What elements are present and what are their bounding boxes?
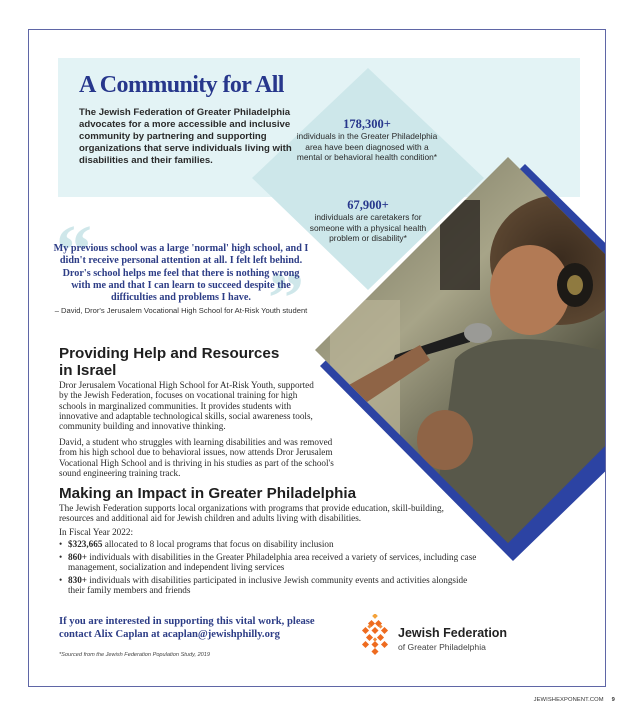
heading-israel: Providing Help and Resources in Israel	[59, 345, 280, 379]
list-item-text: allocated to 8 local programs that focus on disability inclusion	[102, 539, 334, 549]
pull-quote: My previous school was a large 'normal' high school, and I didn't receive personal attention at all. I felt left behind. Dror's school helps me feel that there is nothing wrong with me and that I can learn to succeed despite the difficulties and problems I have.	[53, 243, 309, 304]
quote-attribution: – David, Dror's Jerusalem Vocational High School for At-Risk Youth student	[54, 306, 308, 315]
heading-philadelphia: Making an Impact in Greater Philadelphia	[59, 485, 357, 502]
list-item-figure: 860+	[68, 551, 88, 562]
open-quote-icon: “	[56, 210, 92, 290]
fiscal-year-label: In Fiscal Year 2022:	[59, 527, 134, 537]
list-item-figure: 830+	[68, 574, 88, 585]
list-item-text: individuals with disabilities participated in inclusive Jewish community events and activities alongside their family members and friends	[68, 574, 468, 596]
close-quote-icon: ”	[268, 258, 304, 338]
impact-list	[59, 539, 479, 598]
list-item	[59, 539, 479, 549]
list-item	[59, 575, 479, 596]
list-item-text: individuals with disabilities in the Greater Philadelphia area received a variety of services, including case management, socialization and independent living services	[68, 551, 477, 573]
footer-site: JEWISHEXPONENT.COM	[533, 697, 604, 703]
stat-caretakers	[298, 199, 438, 244]
page-footer	[534, 697, 615, 703]
list-item	[59, 552, 479, 573]
jewish-federation-logo	[360, 614, 520, 656]
federation-logo-icon	[360, 614, 390, 656]
stat-mental-health	[292, 118, 442, 163]
philadelphia-paragraph: The Jewish Federation supports local organizations with programs that provide education, skill-building, resources and additional aid for Jewish children and adults living with disabilities.	[59, 503, 444, 524]
stat-number: 178,300+	[343, 117, 391, 131]
logo-subtitle: of Greater Philadelphia	[398, 642, 486, 652]
logo-name: Jewish Federation	[398, 626, 508, 640]
page-number: 9	[611, 697, 615, 703]
contact-call-to-action: If you are interested in supporting this vital work, please contact Alix Caplan at acaplan@jewishphilly.org	[59, 616, 315, 640]
page-title: A Community for All	[79, 72, 284, 98]
stat-number: 67,900+	[347, 198, 389, 212]
source-footnote: *Sourced from the Jewish Federation Population Study, 2019	[59, 652, 211, 658]
stat-text: individuals are caretakers for someone with a physical health problem or disability*	[309, 212, 427, 243]
intro-paragraph: The Jewish Federation of Greater Philadelphia advocates for a more accessible and inclusive community by partnering and supporting organizations that serve individuals living with disabilities and their families.	[79, 107, 292, 166]
israel-paragraph-2: David, a student who struggles with learning disabilities and was removed from his high school due to behavioral issues, now attends Dror Jerusalem Vocational High School and is thriving in his studies as part of the school's sound engineering training track.	[59, 437, 334, 478]
israel-paragraph-1: Dror Jerusalem Vocational High School for At-Risk Youth, supported by the Jewish Federation, focuses on vocational training for high schools in marginalized communities. It provides students with innovative and adaptable technological skills, social awareness tools, community building and innovative thinking.	[59, 380, 314, 432]
list-item-figure: $323,665	[68, 539, 103, 549]
stat-text: individuals in the Greater Philadelphia area have been diagnosed with a mental or behavioral health condition*	[296, 131, 438, 162]
